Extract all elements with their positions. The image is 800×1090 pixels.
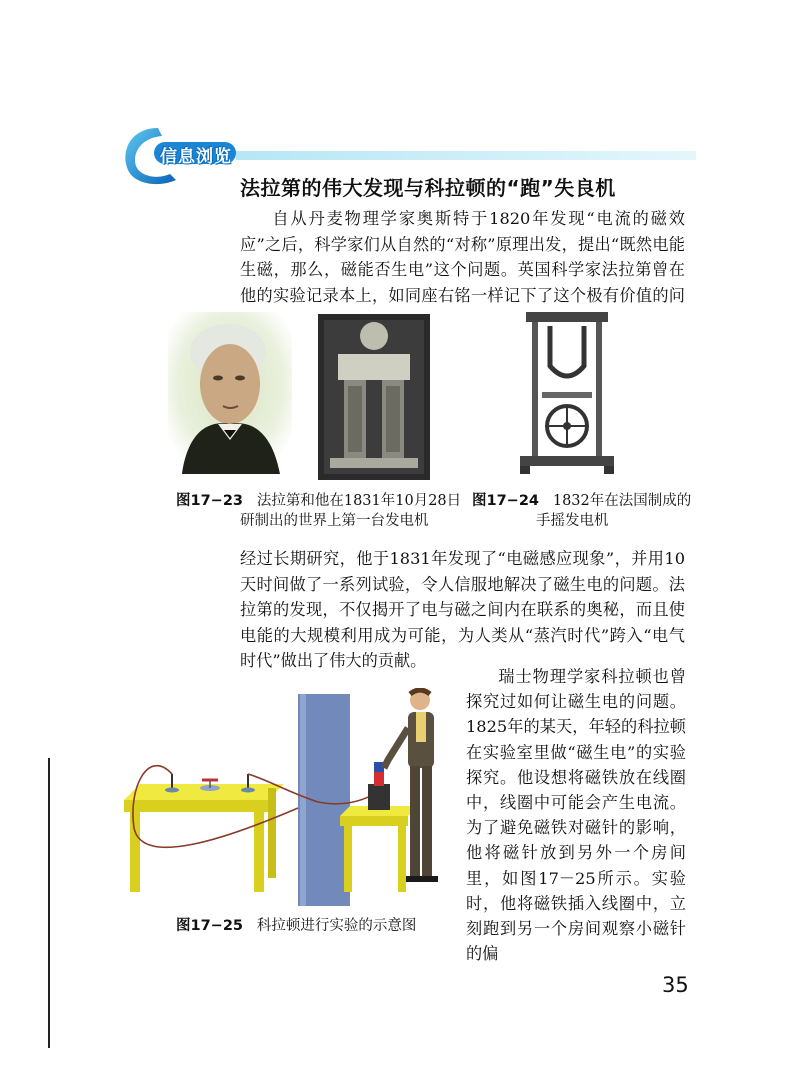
banner-bar — [236, 151, 696, 160]
figure-number: 图17−25 — [176, 918, 244, 934]
caption-line-1: 法拉第和他在1831年10月28日 — [256, 493, 462, 509]
figure-number: 图17−23 — [176, 493, 244, 509]
paragraph-2: 经过长期研究，他于1831年发现了“电磁感应现象”，并用10天时间做了一系列试验，令人信服地解决了磁生电的问题。法拉第的发现，不仅揭开了电与磁之间内在联系的奥秘，而且使电能的大规模利用成为可能，为人类从“蒸汽时代”跨入“电气时代”做出了伟大的贡献。 — [240, 549, 685, 670]
margin-rule — [48, 758, 50, 1048]
caption-line-2: 研制出的世界上第一台发电机 — [240, 513, 429, 529]
figure-caption-17-25 — [176, 916, 416, 936]
figure-caption-17-23 — [176, 491, 461, 531]
page-number: 35 — [662, 973, 689, 997]
caption-line-2: 手摇发电机 — [536, 513, 609, 529]
colladon-experiment-illustration — [118, 688, 464, 910]
caption-line-1: 科拉顿进行实验的示意图 — [256, 918, 417, 934]
caption-line-1: 1832年在法国制成的 — [552, 493, 692, 509]
article-title: 法拉第的伟大发现与科拉顿的“跑”失良机 — [240, 176, 616, 200]
first-generator-image — [318, 314, 430, 480]
figure-caption-17-24 — [472, 491, 691, 531]
faraday-portrait-image — [168, 312, 292, 474]
hand-crank-generator-image — [512, 306, 622, 478]
banner-label: 信息浏览 — [160, 147, 232, 167]
paragraph-3: 瑞士物理学家科拉顿也曾探究过如何让磁生电的问题。1825年的某天，年轻的科拉顿在实验室里做“磁生电”的实验探究。他设想将磁铁放在线圈中，线圈中可能会产生电流。为了避免磁铁对磁针的影响，他将磁针放到另外一个房间里，如图17－25所示。实验时，他将磁铁插入线圈中，立刻跑到另一个房间观察小磁针的偏 — [466, 667, 686, 964]
figure-number: 图17−24 — [472, 493, 540, 509]
paragraph-1: 自从丹麦物理学家奥斯特于1820年发现“电流的磁效应”之后，科学家们从自然的“对称”原理出发，提出“既然电能生磁，那么，磁能否生电”这个问题。英国科学家法拉第曾在他的实验记录本上，如同座右铭一样记下了这个极有价值的问 — [240, 209, 685, 305]
